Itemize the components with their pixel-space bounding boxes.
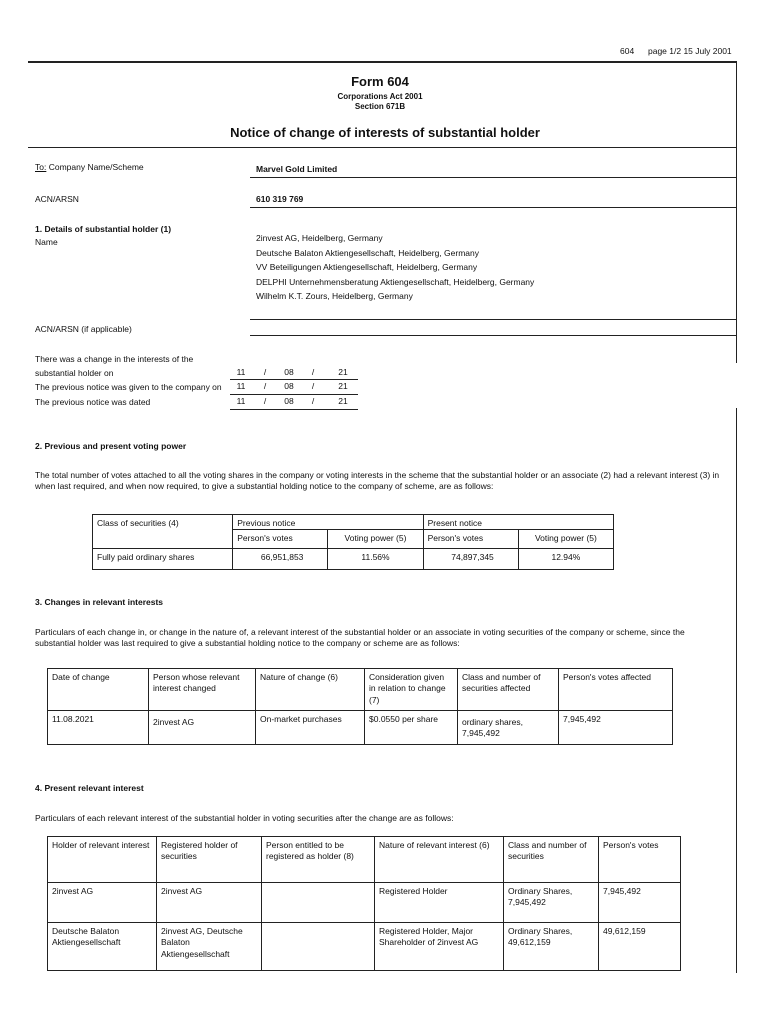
interest-header-cell: Class and number of securities <box>504 837 599 883</box>
notice-title: Notice of change of interests of substantial holder <box>230 125 540 140</box>
interest-header-cell: Holder of relevant interest <box>48 837 157 883</box>
present-interest-table <box>47 836 681 971</box>
section3-heading: 3. Changes in relevant interests <box>35 597 164 607</box>
interest-cell <box>262 923 375 971</box>
changes-header-cell: Class and number of securities affected <box>458 669 559 711</box>
changes-cell: 11.08.2021 <box>48 711 149 745</box>
prev-voting-power-header: Voting power (5) <box>328 530 423 548</box>
acn-applicable-line <box>250 335 736 336</box>
company-name: Marvel Gold Limited <box>256 164 338 174</box>
interest-cell: 49,612,159 <box>599 923 681 971</box>
section1-heading: 1. Details of substantial holder (1) <box>35 224 172 234</box>
date-year: 21 <box>338 381 348 391</box>
date-day: 11 <box>236 367 246 377</box>
company-label <box>35 162 144 172</box>
to-prefix: To: <box>35 162 47 172</box>
form-number: 604 <box>620 46 635 56</box>
holder-list <box>256 231 534 304</box>
class-value: Fully paid ordinary shares <box>93 548 233 569</box>
interest-header-cell: Person's votes <box>599 837 681 883</box>
acn-applicable-label: ACN/ARSN (if applicable) <box>35 324 132 334</box>
interest-cell: Ordinary Shares, 7,945,492 <box>504 883 599 923</box>
section-title: Section 671B <box>354 102 406 111</box>
interest-cell: 2invest AG, Deutsche Balaton Aktiengesellschaft <box>157 923 262 971</box>
interest-cell <box>262 883 375 923</box>
changes-table <box>47 668 673 745</box>
interest-cell: Ordinary Shares, 49,612,159 <box>504 923 599 971</box>
holder-name: VV Beteiligungen Aktiengesellschaft, Heidelberg, Germany <box>256 262 478 273</box>
act-title: Corporations Act 2001 <box>337 92 423 101</box>
acn-value: 610 319 769 <box>256 194 304 204</box>
date-sep: / <box>311 381 315 391</box>
header-rule <box>28 61 736 63</box>
prev-dated-label: The previous notice was dated <box>35 397 151 407</box>
prev-notice-header: Previous notice <box>233 515 423 530</box>
change-label-1: There was a change in the interests of the <box>35 354 194 364</box>
present-persons-votes-header: Person's votes <box>423 530 518 548</box>
holder-name: Deutsche Balaton Aktiengesellschaft, Heidelberg, Germany <box>256 247 480 258</box>
interest-header-cell: Registered holder of securities <box>157 837 262 883</box>
interest-header-cell: Nature of relevant interest (6) <box>375 837 504 883</box>
form-title: Form 604 <box>351 74 409 89</box>
section4-heading: 4. Present relevant interest <box>35 783 144 793</box>
present-power-value: 12.94% <box>518 548 613 569</box>
company-name-line <box>250 177 736 178</box>
changes-cell: 7,945,492 <box>559 711 673 745</box>
change-label-2: substantial holder on <box>35 368 114 378</box>
acn-label: ACN/ARSN <box>35 194 79 204</box>
date-line <box>230 409 358 410</box>
section4-text: Particulars of each relevant interest of the substantial holder in voting securities after the change are as follows: <box>35 813 454 823</box>
changes-header-cell: Nature of change (6) <box>256 669 365 711</box>
title-rule <box>28 147 736 148</box>
present-voting-power-header: Voting power (5) <box>518 530 613 548</box>
right-margin-line-bottom <box>736 408 737 973</box>
acn-line <box>250 207 736 208</box>
interest-header-cell: Person entitled to be registered as holder (8) <box>262 837 375 883</box>
section2-text: The total number of votes attached to all the voting shares in the company or voting interests in the scheme that the substantial holder or an associate (2) had a relevant interest (3) in when last required, and when now required, to give a substantial holding notice to the company of scheme, are as follows: <box>35 470 720 492</box>
prev-given-date <box>230 380 360 393</box>
date-sep: / <box>263 381 267 391</box>
interest-cell: Deutsche Balaton Aktiengesellschaft <box>48 923 157 971</box>
date-month: 08 <box>284 381 294 391</box>
class-header: Class of securities (4) <box>93 515 233 549</box>
date-sep: / <box>263 367 267 377</box>
change-date <box>230 366 360 379</box>
date-day: 11 <box>236 396 246 406</box>
changes-cell: $0.0550 per share <box>365 711 458 745</box>
name-label: Name <box>35 237 58 247</box>
interest-cell: 2invest AG <box>48 883 157 923</box>
changes-header-cell: Person whose relevant interest changed <box>149 669 256 711</box>
changes-cell: 2invest AG <box>149 711 256 745</box>
changes-header-cell: Person's votes affected <box>559 669 673 711</box>
interest-cell: 7,945,492 <box>599 883 681 923</box>
interest-cell: Registered Holder <box>375 883 504 923</box>
date-sep: / <box>311 367 315 377</box>
changes-cell: On-market purchases <box>256 711 365 745</box>
company-name-label: Company Name/Scheme <box>46 162 144 172</box>
holder-line <box>250 319 736 320</box>
date-sep: / <box>263 396 267 406</box>
prev-given-label: The previous notice was given to the company on <box>35 382 222 392</box>
right-margin-line-top <box>736 61 737 363</box>
date-year: 21 <box>338 367 348 377</box>
holder-name: 2invest AG, Heidelberg, Germany <box>256 233 383 243</box>
voting-power-table <box>92 514 614 570</box>
prev-votes-value: 66,951,853 <box>233 548 328 569</box>
date-sep: / <box>311 396 315 406</box>
section3-text: Particulars of each change in, or change in the nature of, a relevant interest of the substantial holder or an associate in voting securities of the company or scheme, since the substantial holder was last required to give a substantial holding notice to the company or scheme are as follows: <box>35 627 685 649</box>
prev-power-value: 11.56% <box>328 548 423 569</box>
present-notice-header: Present notice <box>423 515 613 530</box>
section2-heading: 2. Previous and present voting power <box>35 441 187 451</box>
changes-header-cell: Date of change <box>48 669 149 711</box>
holder-name: Wilhelm K.T. Zours, Heidelberg, Germany <box>256 291 413 302</box>
interest-cell: 2invest AG <box>157 883 262 923</box>
date-year: 21 <box>338 396 348 406</box>
date-day: 11 <box>236 381 246 391</box>
changes-cell: ordinary shares, 7,945,492 <box>458 711 559 745</box>
present-votes-value: 74,897,345 <box>423 548 518 569</box>
prev-persons-votes-header: Person's votes <box>233 530 328 548</box>
interest-cell: Registered Holder, Major Shareholder of 2invest AG <box>375 923 504 971</box>
prev-dated-date <box>230 395 360 408</box>
date-month: 08 <box>284 367 294 377</box>
changes-header-cell: Consideration given in relation to change (7) <box>365 669 458 711</box>
holder-name: DELPHI Unternehmensberatung Aktiengesellschaft, Heidelberg, Germany <box>256 276 535 287</box>
page-info: page 1/2 15 July 2001 <box>648 46 732 56</box>
date-month: 08 <box>284 396 294 406</box>
